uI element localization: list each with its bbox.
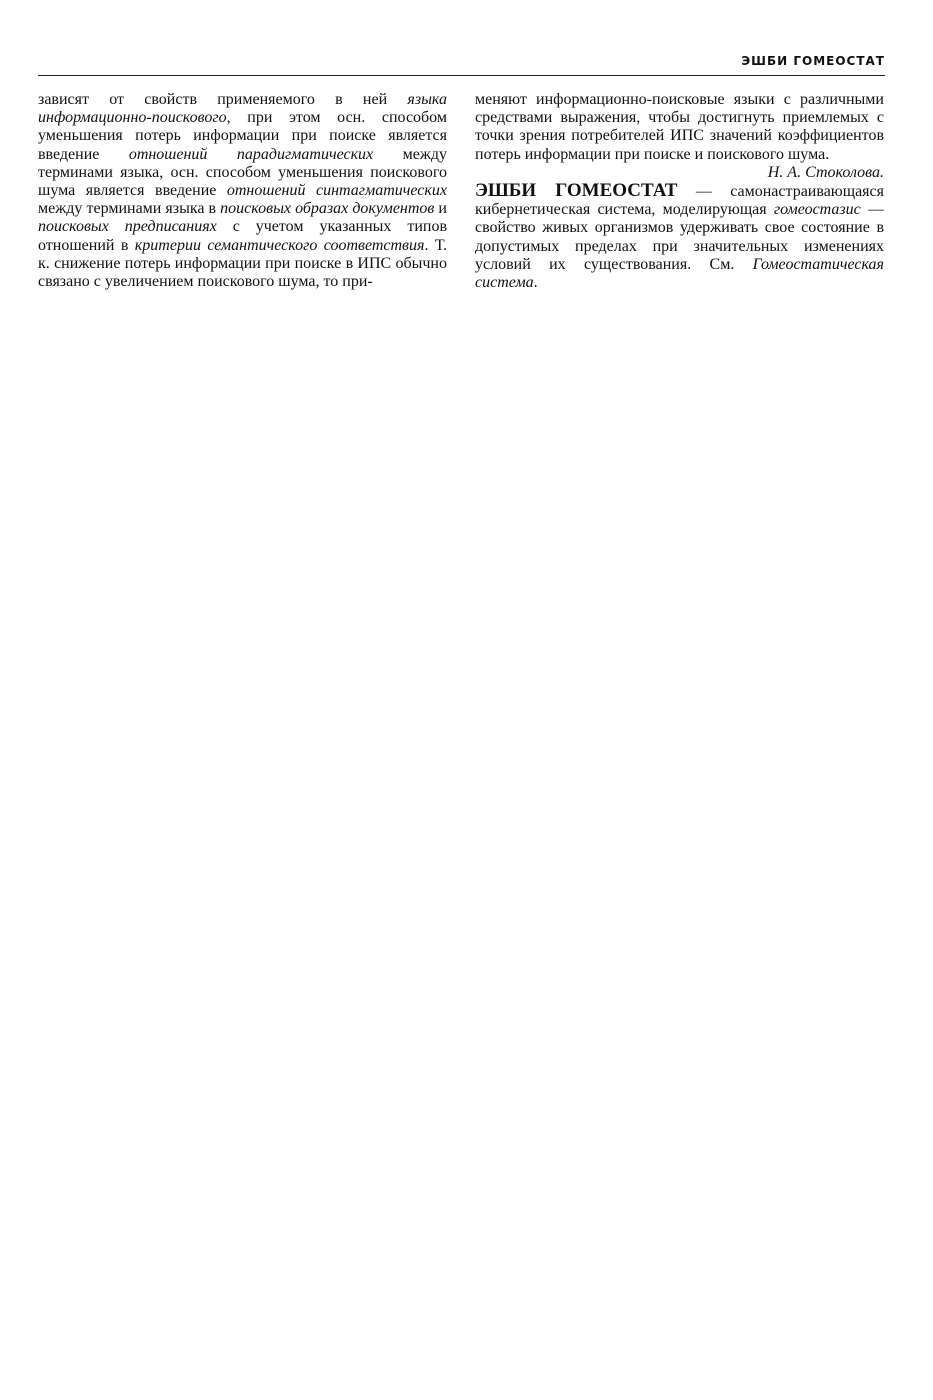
text-run: — свойство живых организмов удерживать свое состояние в допустимых пределах при значительных изменениях условий их существования. См. (475, 201, 884, 273)
text-run: между терминами языка в (38, 200, 221, 218)
italic-reference: языка информационно-поискового (38, 91, 447, 127)
italic-reference: Гомеостатическая система (475, 255, 884, 292)
text-run: между терминами языка, осн. способом уменьшения поискового шума является введение (38, 145, 448, 200)
text-run: , при этом осн. способом уменьшения потерь информации при поиске является введение (38, 109, 447, 163)
text-run: . Т. к. снижение потерь информации при поиске в ИПС обычно связано с увеличением поискового шума, то при- (38, 236, 448, 291)
text-run: зависят от свойств применяемого в ней (38, 91, 408, 108)
text-run: . (533, 274, 538, 292)
right-column (475, 91, 884, 292)
continuation-text: меняют информационно-поисковые языки с различными средствами выражения, чтобы достигнуть приемлемых с точки зрения потребителей ИПС значений коэффициентов потерь информации при поиске и поискового шума. (475, 91, 884, 163)
entry-headword: ЭШБИ ГОМЕОСТАТ (475, 180, 678, 202)
text-run: с учетом указанных типов отношений в (38, 218, 447, 254)
header-rule (38, 75, 885, 76)
italic-reference: отношений парадигматических (128, 145, 374, 163)
running-header: ЭШБИ ГОМЕОСТАТ (741, 54, 885, 68)
italic-reference: поисковых предписаниях (38, 218, 217, 236)
left-column (38, 91, 447, 291)
italic-reference: отношений синтагматических (226, 182, 447, 200)
text-run: — самонастраивающаяся кибернетическая система, моделирующая (475, 183, 884, 219)
left-column-text (38, 91, 447, 291)
italic-reference: критерии семантического соответствия (134, 236, 425, 254)
author-signature: Н. А. Стоколова. (767, 163, 884, 181)
italic-reference: гомеостазис (773, 201, 861, 219)
text-run: и (434, 200, 447, 218)
dictionary-entry (475, 182, 884, 292)
italic-reference: поисковых образах документов (220, 200, 435, 218)
